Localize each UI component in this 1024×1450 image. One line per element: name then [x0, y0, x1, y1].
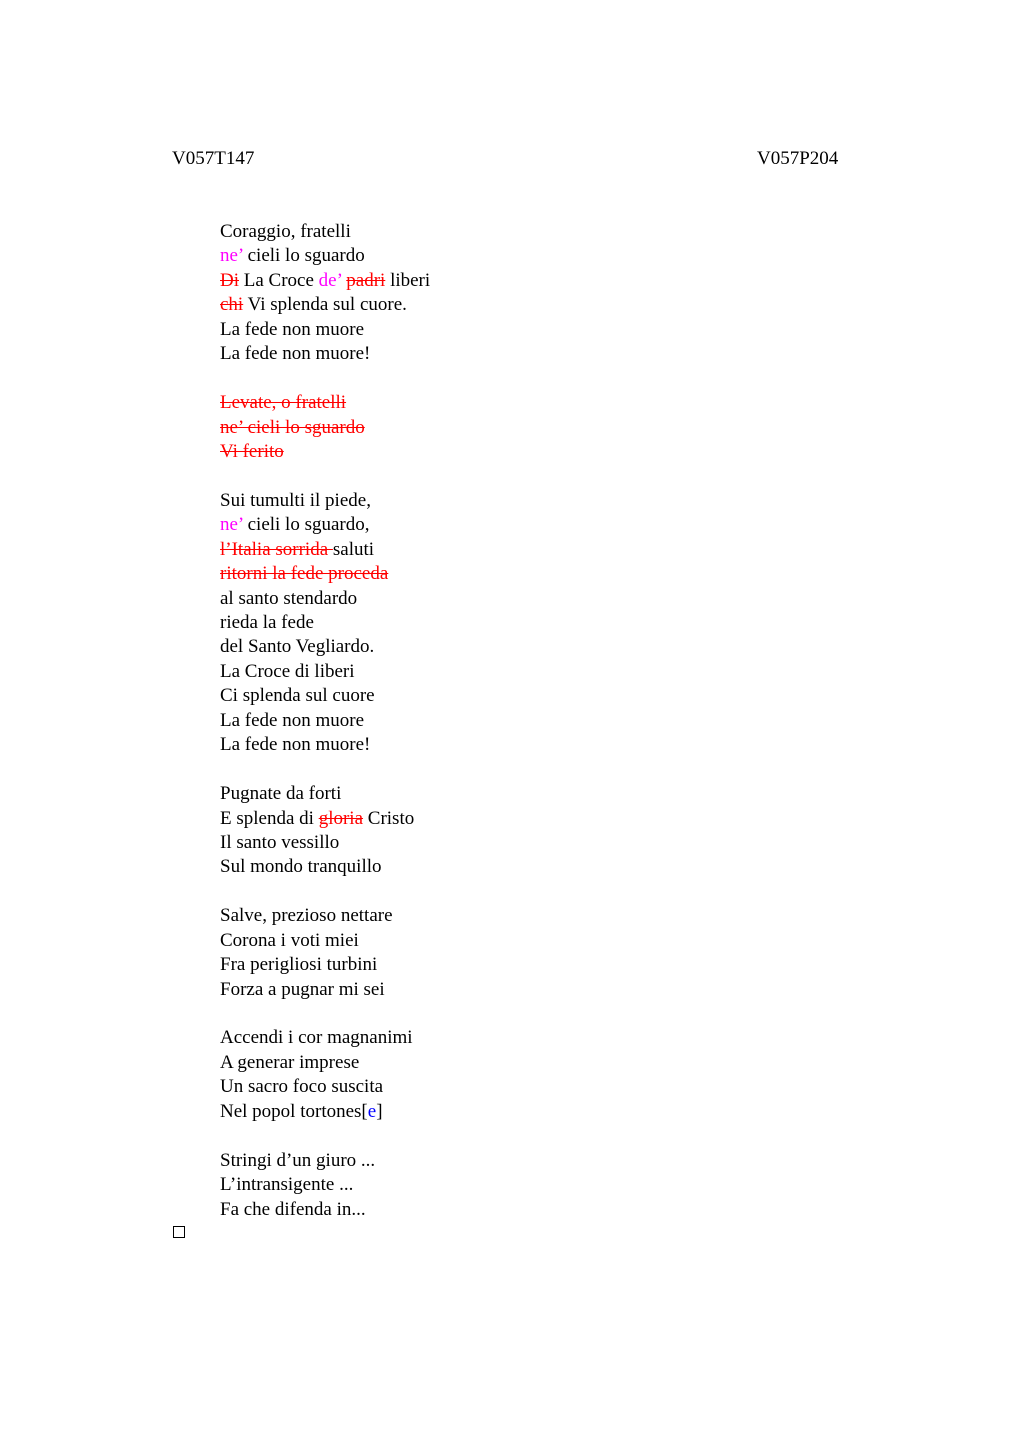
- line-text: Accendi i cor magnanimi: [220, 1027, 413, 1049]
- poem-line: [220, 440, 780, 464]
- deleted-text: gloria: [318, 807, 364, 829]
- line-text: al santo stendardo: [220, 587, 358, 609]
- stanza: [220, 220, 780, 367]
- deleted-text: Di: [220, 269, 239, 291]
- line-text: ]: [376, 1100, 383, 1122]
- poem-line: [220, 807, 780, 831]
- line-text: liberi: [385, 269, 431, 291]
- poem-line: [220, 1051, 780, 1075]
- stanza-gap: [220, 464, 780, 488]
- poem-line: [220, 538, 780, 562]
- poem-line: [220, 831, 780, 855]
- line-text: A generar imprese: [220, 1051, 360, 1073]
- deleted-text: Vi ferito: [220, 440, 284, 462]
- poem-line: [220, 562, 780, 586]
- line-text: Stringi d’un giuro ...: [220, 1149, 376, 1171]
- line-text: La fede non muore!: [220, 343, 371, 365]
- poem-line: [220, 1026, 780, 1050]
- poem-line: [220, 929, 780, 953]
- line-text: cieli lo sguardo: [242, 245, 365, 267]
- deleted-text: Levate, o fratelli: [220, 392, 347, 414]
- line-text: La fede non muore: [220, 709, 365, 731]
- editorial-insertion: e: [367, 1100, 377, 1122]
- poem-line: [220, 1173, 780, 1197]
- poem-line: [220, 1198, 780, 1222]
- stanza-gap: [220, 880, 780, 904]
- stanza: [220, 904, 780, 1002]
- line-text: E splenda di: [220, 807, 319, 829]
- line-text: del Santo Vegliardo.: [220, 636, 375, 658]
- line-text: Un sacro foco suscita: [220, 1076, 384, 1098]
- added-text: ne’: [220, 245, 243, 267]
- line-text: Pugnate da forti: [220, 783, 342, 805]
- line-text: La fede non muore!: [220, 734, 371, 756]
- deleted-text: chi: [220, 294, 244, 316]
- line-text: Sul mondo tranquillo: [220, 856, 382, 878]
- line-text: L’intransigente ...: [220, 1174, 354, 1196]
- line-text: rieda la fede: [220, 612, 314, 633]
- line-text: Vi splenda sul cuore.: [243, 294, 407, 316]
- poem-line: [220, 782, 780, 806]
- deleted-text: ritorni la fede proceda: [220, 563, 389, 585]
- poem-line: [220, 709, 780, 733]
- poem-line: [220, 489, 780, 513]
- document-id-right: V057P204: [757, 148, 839, 169]
- end-of-text-box-icon: [173, 1226, 185, 1238]
- poem-line: [220, 1075, 780, 1099]
- line-text: Il santo vessillo: [220, 831, 340, 853]
- line-text: Sui tumulti il piede,: [220, 489, 371, 511]
- added-text: ne’: [220, 514, 243, 536]
- stanza-gap: [220, 758, 780, 782]
- poem-line: [220, 293, 780, 317]
- poem-line: [220, 611, 780, 635]
- line-text: Fa che difenda in...: [220, 1198, 366, 1220]
- poem-line: [220, 660, 780, 684]
- line-text: Forza a pugnar mi sei: [220, 978, 385, 1000]
- poem-line: [220, 587, 780, 611]
- stanza-gap: [220, 367, 780, 391]
- poem-line: [220, 220, 780, 244]
- line-text: Nel popol tortones[: [220, 1100, 368, 1122]
- poem-line: [220, 391, 780, 415]
- poem-line: [220, 684, 780, 708]
- poem-line: [220, 635, 780, 659]
- line-text: Coraggio, fratelli: [220, 221, 351, 242]
- poem-line: [220, 513, 780, 537]
- line-text: Salve, prezioso nettare: [220, 905, 393, 927]
- poem-line: [220, 269, 780, 293]
- stanza: [220, 782, 780, 880]
- deleted-text: l’Italia sorrida: [220, 538, 333, 560]
- stanza: [220, 391, 780, 464]
- poem-line: [220, 733, 780, 757]
- line-text: La Croce di liberi: [220, 660, 355, 682]
- line-text: cieli lo sguardo,: [242, 514, 370, 536]
- line-text: saluti: [332, 538, 375, 560]
- poem-line: [220, 1100, 780, 1124]
- stanza-gap: [220, 1124, 780, 1148]
- poem-line: [220, 416, 780, 440]
- poem-body: [220, 220, 780, 1222]
- poem-line: [220, 244, 780, 268]
- deleted-text: ne’ cieli lo sguardo: [220, 416, 365, 438]
- poem-line: [220, 953, 780, 977]
- added-text: de’: [318, 269, 342, 291]
- stanza: [220, 489, 780, 758]
- poem-line: [220, 978, 780, 1002]
- poem-line: [220, 342, 780, 366]
- poem-line: [220, 855, 780, 879]
- line-text: La fede non muore: [220, 318, 365, 340]
- stanza: [220, 1026, 780, 1124]
- line-text: Cristo: [363, 807, 415, 829]
- poem-line: [220, 1149, 780, 1173]
- line-text: Corona i voti miei: [220, 929, 359, 951]
- document-id-left: V057T147: [172, 148, 255, 169]
- stanza: [220, 1149, 780, 1222]
- line-text: Fra perigliosi turbini: [220, 954, 378, 976]
- deleted-text: padri: [346, 269, 386, 291]
- poem-line: [220, 904, 780, 928]
- stanza-gap: [220, 1002, 780, 1026]
- poem-line: [220, 318, 780, 342]
- line-text: Ci splenda sul cuore: [220, 685, 375, 707]
- line-text: La Croce: [239, 269, 319, 291]
